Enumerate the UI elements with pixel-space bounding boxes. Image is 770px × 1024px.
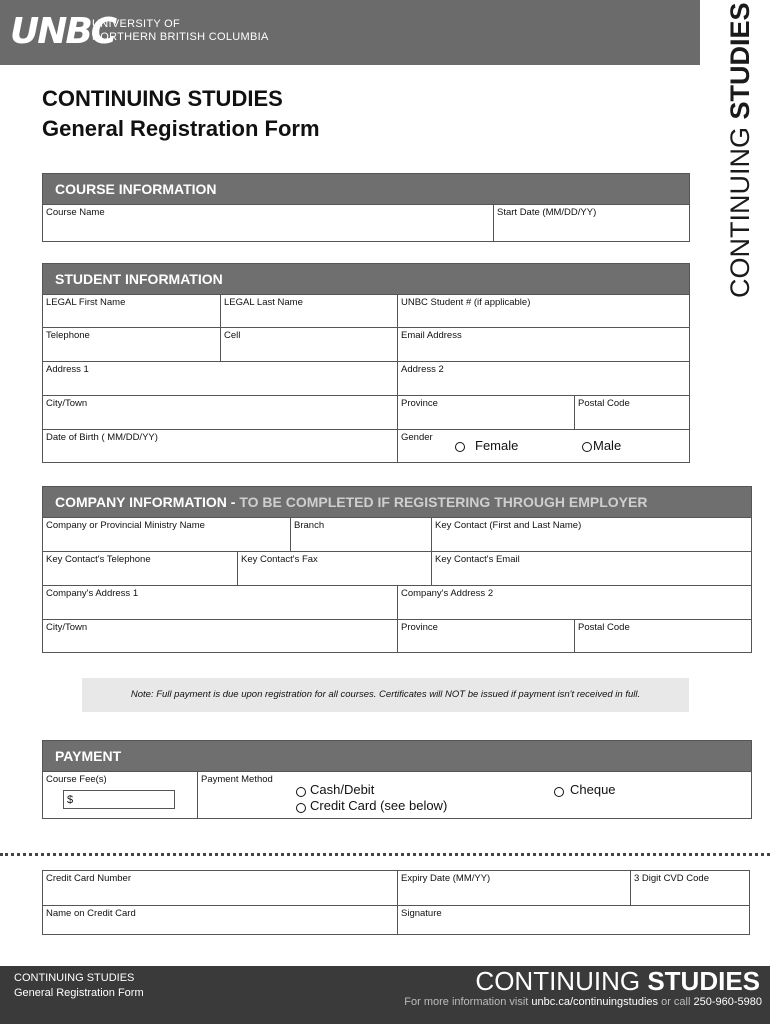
company-heading-sub: TO BE COMPLETED IF REGISTERING THROUGH EMPLOYER xyxy=(239,494,648,510)
telephone-label: Telephone xyxy=(46,330,90,341)
company-name-field[interactable] xyxy=(42,517,291,552)
postal-code-field[interactable] xyxy=(574,395,690,430)
start-date-label: Start Date (MM/DD/YY) xyxy=(497,207,597,218)
university-line-2: NORTHERN BRITISH COLUMBIA xyxy=(92,31,269,43)
company-address1-label: Company's Address 1 xyxy=(46,588,139,599)
unbc-logo: UNBC xyxy=(10,11,116,52)
student-section-heading: STUDENT INFORMATION xyxy=(42,263,690,295)
company-address1-field[interactable] xyxy=(42,585,398,620)
contact-telephone-label: Key Contact's Telephone xyxy=(46,554,151,565)
cash-debit-label: Cash/Debit xyxy=(310,782,375,797)
side-label xyxy=(722,2,758,298)
credit-card-label: Credit Card (see below) xyxy=(310,798,448,813)
company-postal-code-label: Postal Code xyxy=(578,622,630,633)
address2-label: Address 2 xyxy=(401,364,444,375)
signature-field[interactable] xyxy=(397,905,750,935)
name-on-card-label: Name on Credit Card xyxy=(46,908,136,919)
cheque-radio[interactable] xyxy=(554,787,564,797)
male-radio[interactable] xyxy=(582,442,592,452)
company-province-field[interactable] xyxy=(397,619,575,653)
card-number-label: Credit Card Number xyxy=(46,873,131,884)
footer-title: CONTINUING STUDIES xyxy=(14,972,135,984)
footer-brand-bold: STUDIES xyxy=(647,966,760,996)
company-heading-main: COMPANY INFORMATION - xyxy=(55,494,240,510)
address2-field[interactable] xyxy=(397,361,690,396)
expiry-date-label: Expiry Date (MM/YY) xyxy=(401,873,491,884)
contact-email-label: Key Contact's Email xyxy=(435,554,520,565)
female-label: Female xyxy=(475,438,519,453)
contact-fax-field[interactable] xyxy=(237,551,432,586)
side-label-bold: STUDIES xyxy=(725,2,755,120)
last-name-label: LEGAL Last Name xyxy=(224,297,303,308)
payment-method-label: Payment Method xyxy=(201,774,273,785)
payment-method-field xyxy=(197,771,752,819)
start-date-field[interactable] xyxy=(493,204,690,242)
name-on-card-field[interactable] xyxy=(42,905,398,935)
province-label: Province xyxy=(401,398,438,409)
cell-label: Cell xyxy=(224,330,241,341)
card-number-field[interactable] xyxy=(42,870,398,906)
course-section-heading: COURSE INFORMATION xyxy=(42,173,690,205)
payment-section-heading: PAYMENT xyxy=(42,740,752,772)
key-contact-field[interactable] xyxy=(431,517,752,552)
dob-label: Date of Birth ( MM/DD/YY) xyxy=(46,432,158,443)
address1-label: Address 1 xyxy=(46,364,89,375)
company-postal-code-field[interactable] xyxy=(574,619,752,653)
course-name-field[interactable] xyxy=(42,204,494,242)
student-number-label: UNBC Student # (if applicable) xyxy=(401,297,531,308)
cell-field[interactable] xyxy=(220,327,398,362)
company-city-label: City/Town xyxy=(46,622,88,633)
last-name-field[interactable] xyxy=(220,294,398,328)
cut-line xyxy=(0,853,770,856)
university-line-1: UNIVERSITY OF xyxy=(92,18,181,30)
company-address2-field[interactable] xyxy=(397,585,752,620)
course-fees-input[interactable] xyxy=(63,790,175,809)
company-name-label: Company or Provincial Ministry Name xyxy=(46,520,205,531)
footer-brand xyxy=(430,966,760,997)
branch-field[interactable] xyxy=(290,517,432,552)
gender-label: Gender xyxy=(401,432,433,443)
gender-field xyxy=(397,429,690,463)
company-province-label: Province xyxy=(401,622,438,633)
footer-phone: 250-960-5980 xyxy=(693,996,762,1008)
footer-contact-info xyxy=(330,996,762,1008)
footer-url-link[interactable]: unbc.ca/continuingstudies xyxy=(531,996,659,1008)
footer-brand-light: CONTINUING xyxy=(475,966,648,996)
male-label: Male xyxy=(593,438,622,453)
company-address2-label: Company's Address 2 xyxy=(401,588,494,599)
contact-telephone-field[interactable] xyxy=(42,551,238,586)
telephone-field[interactable] xyxy=(42,327,221,362)
page-title: CONTINUING STUDIES xyxy=(42,86,283,111)
female-radio[interactable] xyxy=(455,442,465,452)
key-contact-label: Key Contact (First and Last Name) xyxy=(435,520,582,531)
footer-info-prefix: For more information visit xyxy=(404,996,532,1008)
payment-note: Note: Full payment is due upon registration for all courses. Certificates will NOT be issued if payment isn't received in full. xyxy=(82,678,689,712)
page-subtitle: General Registration Form xyxy=(42,116,320,141)
student-number-field[interactable] xyxy=(397,294,690,328)
postal-code-label: Postal Code xyxy=(578,398,630,409)
city-field[interactable] xyxy=(42,395,398,430)
email-field[interactable] xyxy=(397,327,690,362)
side-label-light: CONTINUING xyxy=(725,119,755,298)
contact-email-field[interactable] xyxy=(431,551,752,586)
contact-fax-label: Key Contact's Fax xyxy=(241,554,318,565)
cvd-label: 3 Digit CVD Code xyxy=(634,873,709,884)
branch-label: Branch xyxy=(294,520,325,531)
cheque-label: Cheque xyxy=(570,782,616,797)
credit-card-radio[interactable] xyxy=(296,803,306,813)
first-name-field[interactable] xyxy=(42,294,221,328)
company-city-field[interactable] xyxy=(42,619,398,653)
address1-field[interactable] xyxy=(42,361,398,396)
university-name xyxy=(92,18,269,44)
currency-symbol: $ xyxy=(67,794,74,806)
footer-info-mid: or call xyxy=(658,996,694,1008)
course-name-label: Course Name xyxy=(46,207,105,218)
city-label: City/Town xyxy=(46,398,88,409)
cash-debit-radio[interactable] xyxy=(296,787,306,797)
dob-field[interactable] xyxy=(42,429,398,463)
company-section-heading xyxy=(42,486,752,518)
signature-label: Signature xyxy=(401,908,442,919)
expiry-date-field[interactable] xyxy=(397,870,631,906)
province-field[interactable] xyxy=(397,395,575,430)
course-fees-label: Course Fee(s) xyxy=(46,774,107,785)
footer-subtitle: General Registration Form xyxy=(14,987,144,999)
cvd-field[interactable] xyxy=(630,870,750,906)
email-label: Email Address xyxy=(401,330,462,341)
first-name-label: LEGAL First Name xyxy=(46,297,126,308)
